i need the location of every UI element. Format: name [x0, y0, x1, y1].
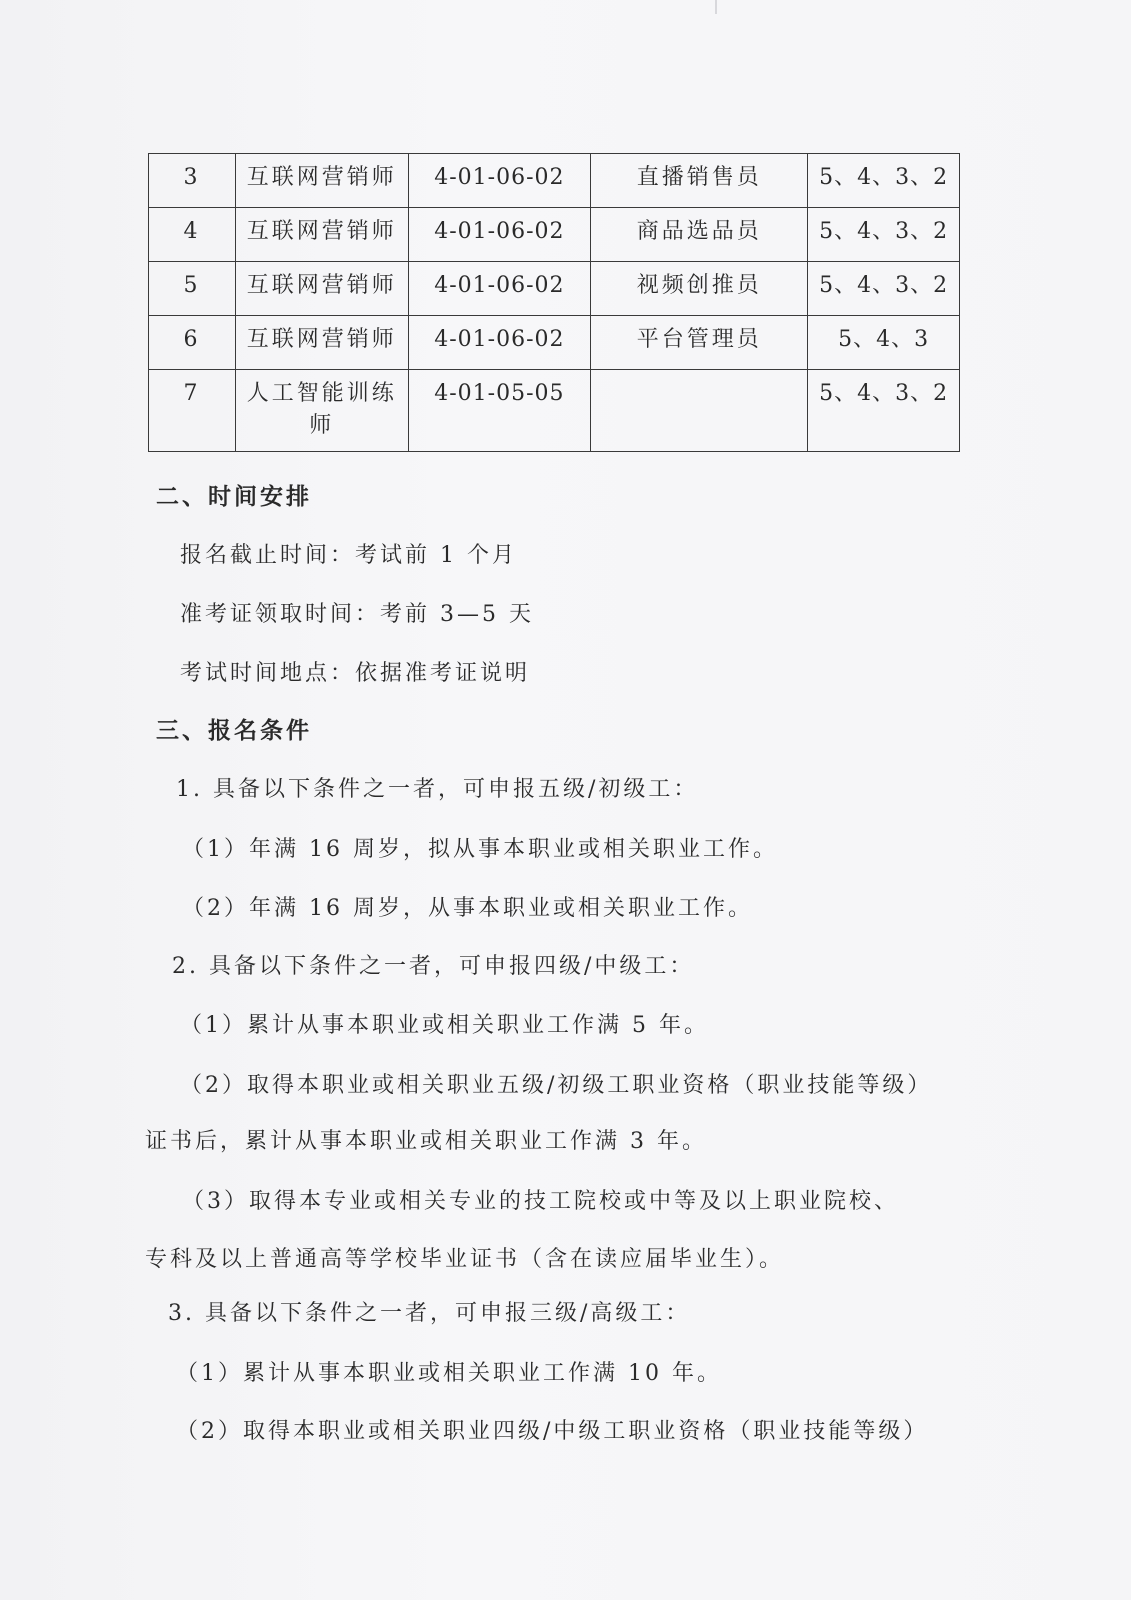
row-index: 3	[149, 154, 236, 208]
occupation-name: 互联网营销师	[236, 316, 409, 370]
occupation-name: 互联网营销师	[236, 208, 409, 262]
condition-line: （1）年满 16 周岁，拟从事本职业或相关职业工作。	[182, 837, 778, 862]
skill-levels: 5、4、3、2	[808, 154, 960, 208]
condition-line: （2）取得本职业或相关职业四级/中级工职业资格（职业技能等级）	[176, 1419, 929, 1444]
table-row	[149, 208, 960, 262]
section-heading-schedule: 二、时间安排	[156, 484, 312, 510]
work-type: 视频创推员	[591, 262, 808, 316]
condition-line: （1）累计从事本职业或相关职业工作满 10 年。	[176, 1361, 722, 1386]
skill-levels: 5、4、3、2	[808, 370, 960, 452]
condition-line: （1）累计从事本职业或相关职业工作满 5 年。	[180, 1013, 709, 1038]
skill-levels: 5、4、3、2	[808, 262, 960, 316]
schedule-line: 准考证领取时间：考前 3—5 天	[180, 602, 534, 627]
row-index: 4	[149, 208, 236, 262]
row-index: 5	[149, 262, 236, 316]
table-row	[149, 154, 960, 208]
condition-line: （3）取得本专业或相关专业的技工院校或中等及以上职业院校、	[182, 1189, 899, 1214]
condition-line: 1. 具备以下条件之一者，可申报五级/初级工：	[176, 777, 699, 802]
occupation-code: 4-01-06-02	[408, 262, 591, 316]
work-type: 直播销售员	[591, 154, 808, 208]
occupation-name: 人工智能训练师	[236, 370, 409, 452]
schedule-line: 报名截止时间：考试前 1 个月	[180, 543, 517, 568]
condition-line: 2. 具备以下条件之一者，可申报四级/中级工：	[172, 954, 695, 979]
occupation-code: 4-01-06-02	[408, 154, 591, 208]
occupation-name: 互联网营销师	[236, 154, 409, 208]
work-type	[591, 370, 808, 452]
table-row	[149, 370, 960, 452]
occupation-name: 互联网营销师	[236, 262, 409, 316]
occupation-code: 4-01-06-02	[408, 208, 591, 262]
work-type: 平台管理员	[591, 316, 808, 370]
work-type: 商品选品员	[591, 208, 808, 262]
row-index: 7	[149, 370, 236, 452]
condition-line: （2）取得本职业或相关职业五级/初级工职业资格（职业技能等级）	[180, 1073, 933, 1098]
paper-fold-mark	[715, 0, 717, 14]
condition-line: （2）年满 16 周岁，从事本职业或相关职业工作。	[182, 896, 753, 921]
condition-line: 3. 具备以下条件之一者，可申报三级/高级工：	[168, 1301, 691, 1326]
section-heading-conditions: 三、报名条件	[156, 718, 312, 744]
schedule-line: 考试时间地点：依据准考证说明	[180, 661, 531, 686]
occupation-code: 4-01-05-05	[408, 370, 591, 452]
skill-levels: 5、4、3、2	[808, 208, 960, 262]
table-row	[149, 262, 960, 316]
row-index: 6	[149, 316, 236, 370]
condition-line: 证书后，累计从事本职业或相关职业工作满 3 年。	[145, 1129, 707, 1154]
table-row	[149, 316, 960, 370]
skill-levels: 5、4、3	[808, 316, 960, 370]
occupation-table	[148, 153, 960, 452]
condition-line: 专科及以上普通高等学校毕业证书（含在读应届毕业生）。	[145, 1247, 785, 1272]
occupation-code: 4-01-06-02	[408, 316, 591, 370]
